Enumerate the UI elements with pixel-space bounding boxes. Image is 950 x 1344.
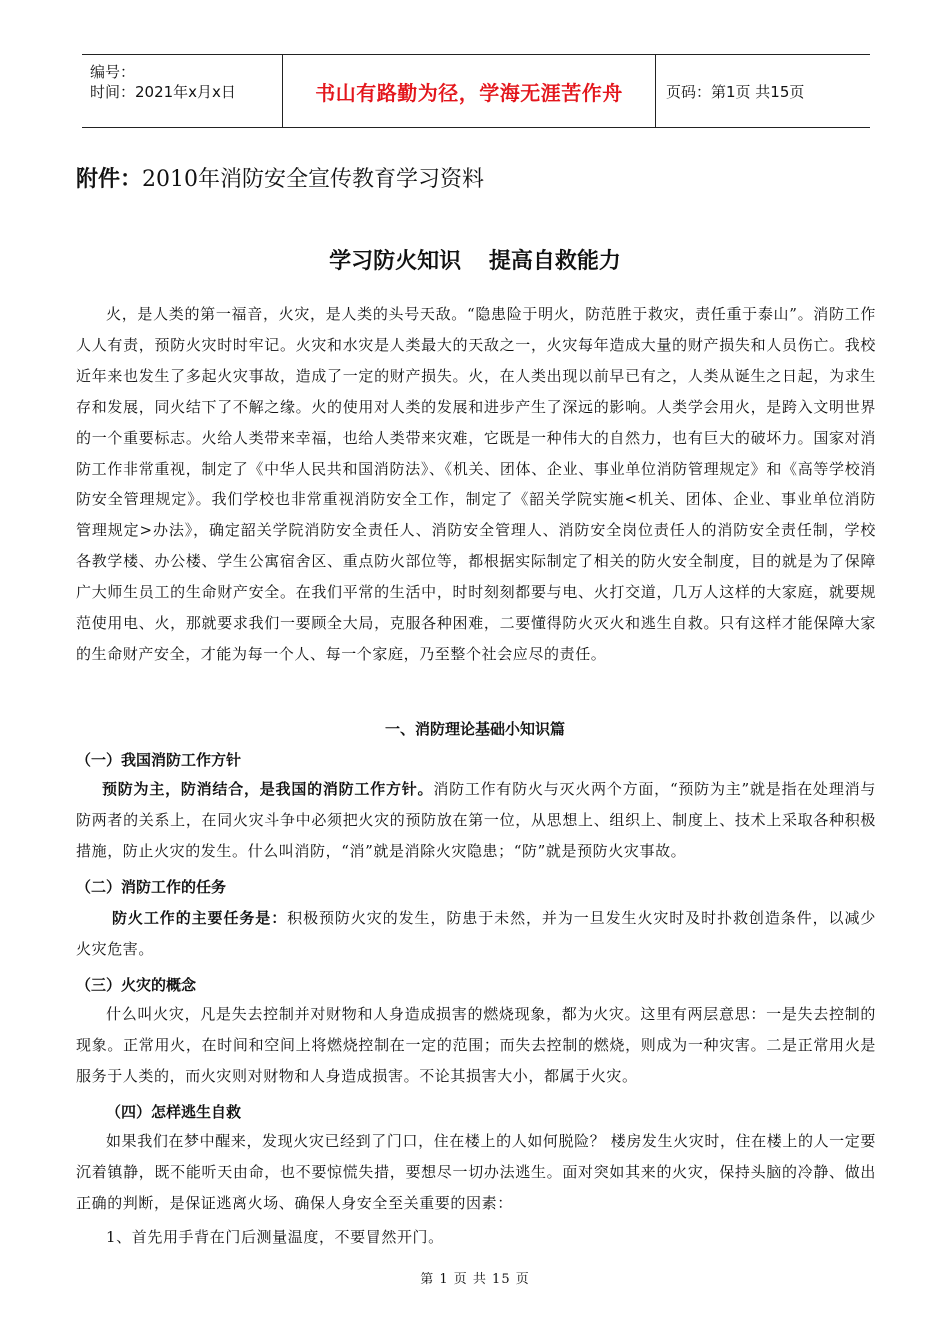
subsection-text-1: 消防工作有防火与灭火两个方面，“预防为主”就是指在处理消与防两者的关系上，在同火灾斗争中必须把火灾的预防放在第一位，从思想上、组织上、制度上、技术上采取各种积极措施，防止火灾的发生。什么叫消防，“消”就是消除火灾隐患；“防”就是预防火灾事故。 bbox=[76, 780, 876, 860]
page-indicator: 页码：第1页 共15页 bbox=[666, 82, 805, 101]
bold-lead-1: 预防为主，防消结合，是我国的消防工作方针。 bbox=[102, 780, 434, 798]
subsection-body-2 bbox=[76, 903, 876, 965]
subsection-heading-4: （四）怎样逃生自救 bbox=[106, 1103, 242, 1121]
intro-paragraph: 火，是人类的第一福音，火灾，是人类的头号天敌。“隐患险于明火，防范胜于救灾，责任重于泰山”。消防工作人人有责，预防火灾时时牢记。火灾和水灾是人类最大的天敌之一，火灾每年造成大量的财产损失和人员伤亡。我校近年来也发生了多起火灾事故，造成了一定的财产损失。火，在人类出现以前早已有之，人类从诞生之日起，为求生存和发展，同火结下了不解之缘。火的使用对人类的发展和进步产生了深远的影响。人类学会用火，是跨入文明世界的一个重要标志。火给人类带来幸福，也给人类带来灾难，它既是一种伟大的自然力，也有巨大的破坏力。国家对消防工作非常重视，制定了《中华人民共和国消防法》、《机关、团体、企业、事业单位消防管理规定》和《高等学校消防安全管理规定》。我们学校也非常重视消防安全工作，制定了《韶关学院实施<机关、团体、企业、事业单位消防管理规定>办法》，确定韶关学院消防安全责任人、消防安全管理人、消防安全岗位责任人的消防安全责任制，学校各教学楼、办公楼、学生公寓宿舍区、重点防火部位等，都根据实际制定了相关的防火安全制度，目的就是为了保障广大师生员工的生命财产安全。在我们平常的生活中，时时刻刻都要与电、火打交道，几万人这样的大家庭，就要规范使用电、火，那就要求我们一要顾全大局，克服各种困难，二要懂得防火灭火和逃生自救。只有这样才能保障大家的生命财产安全，才能为每一个人、每一个家庭，乃至整个社会应尽的责任。 bbox=[76, 305, 876, 663]
attachment-text: 2010年消防安全宣传教育学习资料 bbox=[142, 167, 485, 192]
bold-lead-2: 防火工作的主要任务是： bbox=[112, 909, 288, 927]
header-page-cell bbox=[656, 55, 870, 127]
subsection-heading-2: （二）消防工作的任务 bbox=[76, 878, 227, 896]
subsection-body-4: 如果我们在梦中醒来，发现火灾已经到了门口，住在楼上的人如何脱险？ 楼房发生火灾时，住在楼上的人一定要沉着镇静，既不能听天由命，也不要惊慌失措，要想尽一切办法逃生。面对突如其来的火灾，保持头脑的冷静、做出正确的判断，是保证逃离火场、确保人身安全至关重要的因素： bbox=[76, 1132, 876, 1212]
list-item-1: 1、首先用手背在门后测量温度，不要冒然开门。 bbox=[106, 1228, 444, 1246]
header-motto-cell bbox=[283, 55, 656, 127]
doc-time-label: 时间：2021年x月x日 bbox=[90, 83, 236, 101]
page-footer: 第 1 页 共 15 页 bbox=[420, 1272, 530, 1287]
header-table bbox=[82, 54, 870, 128]
subsection-text-2: 积极预防火灾的发生，防患于未然，并为一旦发生火灾时及时扑救创造条件，以减少火灾危害。 bbox=[76, 909, 876, 958]
section-title: 一、消防理论基础小知识篇 bbox=[384, 720, 565, 738]
attachment-title bbox=[76, 162, 484, 193]
motto-text: 书山有路勤为径，学海无涯苦作舟 bbox=[315, 80, 623, 105]
attachment-prefix: 附件： bbox=[76, 167, 143, 192]
doc-number-label: 编号： bbox=[90, 63, 136, 81]
page-title: 学习防火知识 提高自救能力 bbox=[329, 249, 621, 274]
subsection-body-1 bbox=[76, 774, 876, 867]
subsection-heading-3: （三）火灾的概念 bbox=[76, 976, 197, 994]
subsection-body-3: 什么叫火灾，凡是失去控制并对财物和人身造成损害的燃烧现象，都为火灾。这里有两层意思：一是失去控制的现象。正常用火，在时间和空间上将燃烧控制在一定的范围；而失去控制的燃烧，则成为一种灾害。二是正常用火是服务于人类的，而火灾则对财物和人身造成损害。不论其损害大小，都属于火灾。 bbox=[76, 1005, 876, 1085]
header-info-cell bbox=[82, 55, 283, 127]
subsection-heading-1: （一）我国消防工作方针 bbox=[76, 751, 242, 769]
